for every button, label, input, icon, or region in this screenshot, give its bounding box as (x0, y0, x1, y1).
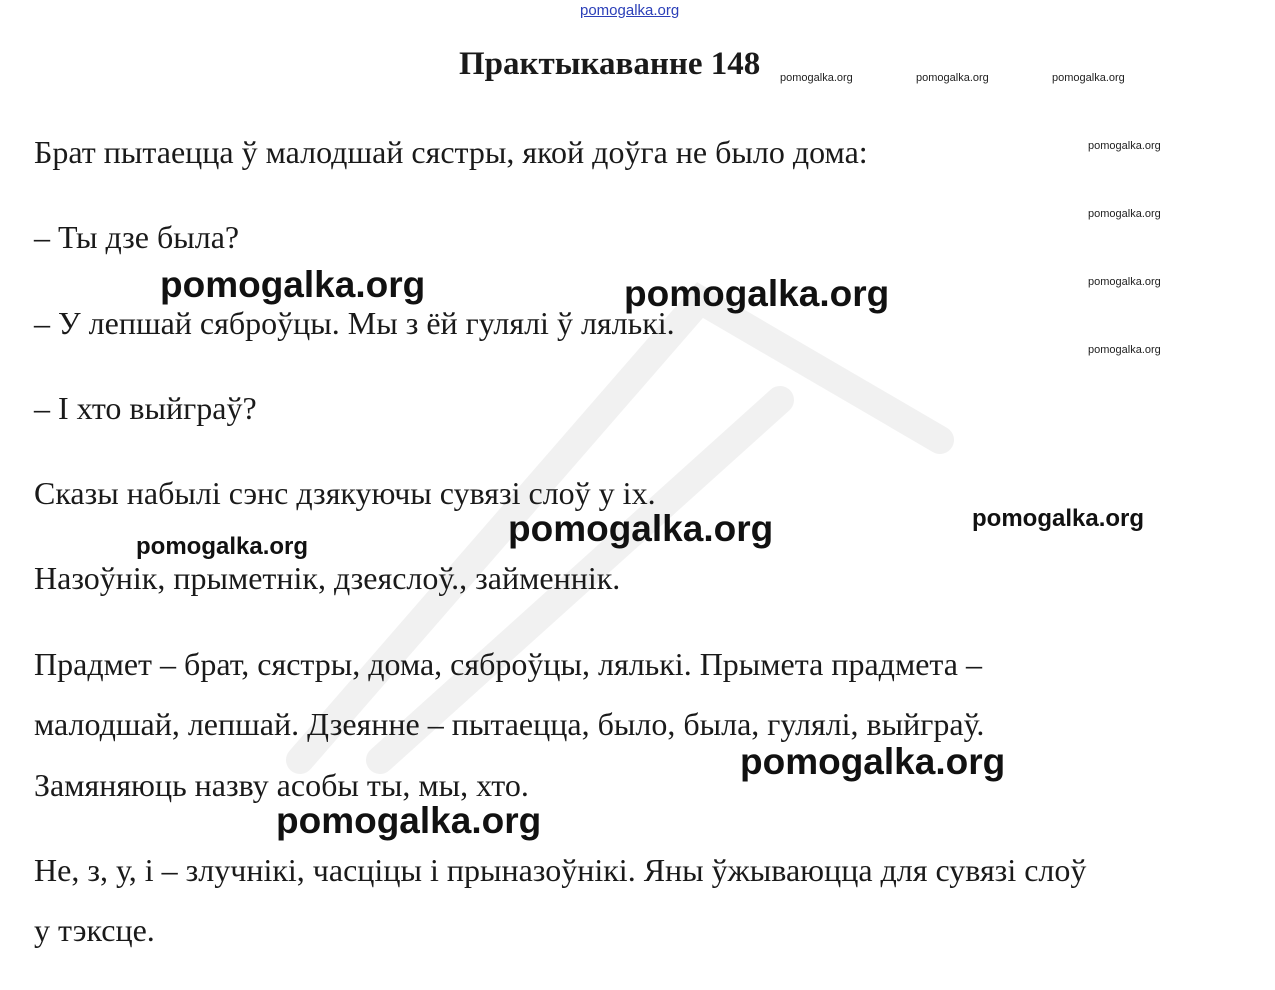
page-title: Практыкаванне 148 (459, 46, 761, 82)
text-line: Назоўнік, прыметнік, дзеяслоў., займеннік. (34, 560, 621, 596)
watermark-small: pomogalka.org (1052, 72, 1125, 84)
watermark-small: pomogalka.org (1088, 276, 1161, 288)
text-line: Прадмет – брат, сястры, дома, сяброўцы, лялькі. Прымета прадмета – (34, 646, 982, 682)
watermark-medium: pomogalka.org (972, 505, 1145, 532)
watermark-small: pomogalka.org (1088, 140, 1161, 152)
text-line: – І хто выйграў? (34, 390, 257, 426)
watermark-large: pomogalka.org (160, 264, 426, 305)
watermark-small: pomogalka.org (1088, 344, 1161, 356)
text-line: Сказы набылі сэнс дзякуючы сувязі слоў у іх. (34, 475, 656, 511)
watermark-medium: pomogalka.org (136, 533, 309, 560)
watermark-small: pomogalka.org (916, 72, 989, 84)
text-line: Не, з, у, і – злучнікі, часціцы і прыназоўнікі. Яны ўжываюцца для сувязі слоў (34, 852, 1087, 888)
watermark-large: pomogalka.org (740, 741, 1006, 782)
watermark-large: pomogalka.org (508, 508, 774, 549)
site-link[interactable]: pomogalka.org (580, 2, 680, 19)
text-line: Брат пытаецца ў малодшай сястры, якой доўга не было дома: (34, 134, 868, 170)
text-line: малодшай, лепшай. Дзеянне – пытаецца, было, была, гулялі, выйграў. (34, 706, 985, 742)
text-line: – Ты дзе была? (34, 219, 240, 255)
watermark-large: pomogalka.org (276, 800, 542, 841)
watermark-small: pomogalka.org (1088, 208, 1161, 220)
text-line: – У лепшай сяброўцы. Мы з ёй гулялі ў лялькі. (34, 305, 675, 341)
text-line: Замяняюць назву асобы ты, мы, хто. (34, 767, 529, 803)
text-line: у тэксце. (34, 912, 155, 948)
watermark-large: pomogalka.org (624, 273, 890, 314)
watermark-small: pomogalka.org (780, 72, 853, 84)
